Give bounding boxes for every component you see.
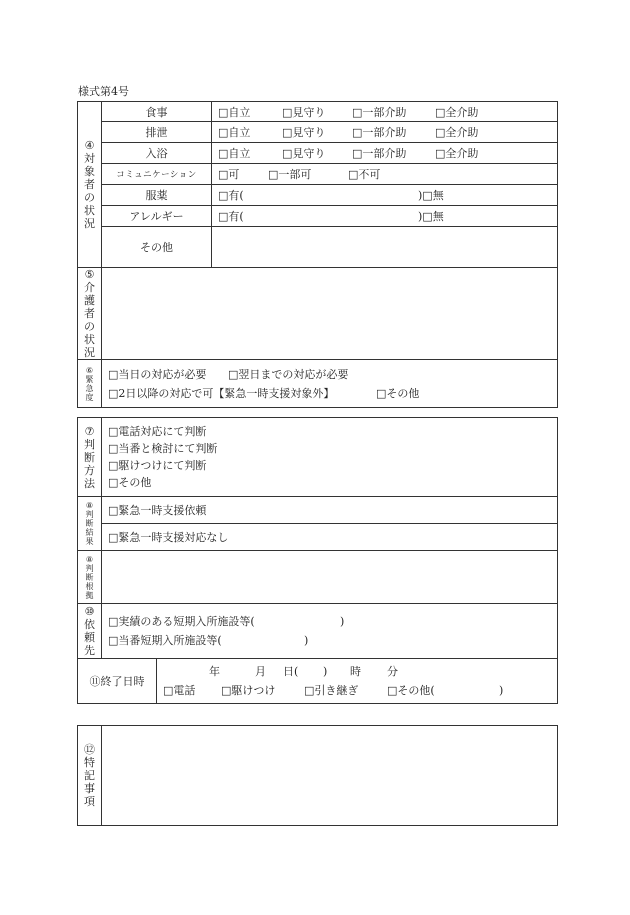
checkbox-method-consult[interactable]: □ 当番と検討にて判断	[102, 440, 557, 457]
subject-status-table	[77, 101, 558, 408]
status-row-bathing	[78, 143, 558, 164]
checkbox-result-none[interactable]: □ 緊急一時支援対応なし	[108, 529, 228, 545]
section-judgment-method: ⑦ 判 断 方 法	[78, 418, 102, 497]
caregiver-status-field[interactable]	[102, 268, 558, 360]
judgment-basis-field[interactable]	[102, 551, 558, 604]
status-row-medication: 服薬 □ 有( )□ 無	[78, 185, 558, 206]
checkbox-method-phone[interactable]: □ 電話対応にて判断	[102, 423, 557, 440]
status-row-communication	[78, 164, 558, 185]
checkbox-urgency-next-day[interactable]: □ 翌日までの対応が必要	[228, 365, 348, 384]
checkbox-communication-ok[interactable]: □ 可	[218, 166, 268, 182]
checkbox-end-other[interactable]: □ その他(	[387, 681, 499, 700]
basis-row	[78, 551, 558, 604]
section-request-destination: ⑩ 依 頼 先	[78, 604, 102, 659]
checkbox-excretion-independent[interactable]: □ 自立	[218, 124, 282, 140]
special-notes-field[interactable]	[102, 726, 558, 826]
row-label-meal: 食事	[102, 102, 212, 122]
end-time-row: ⑪終了日時 年 月 日( ) 時 分 □ 電話□ 駆けつけ□ 引き継ぎ□ その他( )	[78, 659, 558, 704]
request-row: ⑩ 依 頼 先 □ 実績のある短期入所施設等( ) □ 当番短期入所施設等( )	[78, 604, 558, 659]
judgment-table	[77, 417, 558, 704]
checkbox-end-phone[interactable]: □ 電話	[163, 681, 221, 700]
checkbox-excretion-full[interactable]: □ 全介助	[435, 124, 478, 140]
checkbox-medication-yes[interactable]: □ 有(	[218, 187, 418, 203]
checkbox-method-visit[interactable]: □ 駆けつけにて判断	[102, 457, 557, 474]
caregiver-row	[78, 268, 558, 360]
section-subject-status: ④ 対 象 者 の 状 況	[78, 102, 102, 268]
checkbox-end-visit[interactable]: □ 駆けつけ	[221, 681, 304, 700]
row-label-excretion: 排泄	[102, 122, 212, 143]
checkbox-allergy-no[interactable]: □ 無	[422, 208, 443, 224]
section-judgment-basis: ⑧ 判 断 根 拠	[78, 551, 102, 604]
checkbox-meal-independent[interactable]: □ 自立	[218, 104, 282, 120]
row-label-allergy: アレルギー	[102, 206, 212, 227]
urgency-row	[78, 360, 558, 408]
status-row-other	[78, 227, 558, 268]
notes-table	[77, 725, 558, 826]
section-urgency: ⑥ 緊 急 度	[78, 360, 102, 408]
end-time-label: ⑪終了日時	[78, 659, 157, 704]
checkbox-meal-partial[interactable]: □ 一部介助	[352, 104, 435, 120]
method-row	[78, 418, 558, 497]
checkbox-urgency-other[interactable]: □ その他	[376, 384, 419, 403]
section-judgment-result: ⑧ 判 断 結 果	[78, 497, 102, 551]
row-label-other: その他	[102, 227, 212, 268]
other-status-field[interactable]	[212, 227, 558, 268]
checkbox-result-request[interactable]: □ 緊急一時支援依頼	[108, 502, 206, 518]
checkbox-urgency-2days[interactable]: □ 2日以降の対応で可【緊急一時支援対象外】	[108, 384, 376, 403]
checkbox-method-other[interactable]: □ その他	[102, 474, 557, 491]
checkbox-bathing-watch[interactable]: □ 見守り	[282, 145, 352, 161]
checkbox-urgency-today[interactable]: □ 当日の対応が必要	[108, 365, 228, 384]
checkbox-meal-watch[interactable]: □ 見守り	[282, 104, 352, 120]
status-row-allergy: アレルギー □ 有( )□ 無	[78, 206, 558, 227]
section-special-notes: ⑫ 特 記 事 項	[78, 726, 102, 826]
status-row-meal	[78, 102, 558, 122]
checkbox-allergy-yes[interactable]: □ 有(	[218, 208, 418, 224]
form-id: 様式第4号	[78, 85, 129, 98]
notes-row	[78, 726, 558, 826]
checkbox-excretion-partial[interactable]: □ 一部介助	[352, 124, 435, 140]
checkbox-bathing-partial[interactable]: □ 一部介助	[352, 145, 435, 161]
checkbox-end-handover[interactable]: □ 引き継ぎ	[304, 681, 387, 700]
checkbox-excretion-watch[interactable]: □ 見守り	[282, 124, 352, 140]
checkbox-bathing-independent[interactable]: □ 自立	[218, 145, 282, 161]
result-row-request	[78, 497, 558, 524]
row-label-communication: コミュニケーション	[102, 164, 212, 185]
checkbox-communication-no[interactable]: □ 不可	[348, 166, 380, 182]
row-label-medication: 服薬	[102, 185, 212, 206]
checkbox-medication-no[interactable]: □ 無	[422, 187, 443, 203]
status-row-excretion	[78, 122, 558, 143]
checkbox-request-on-duty[interactable]: □ 当番短期入所施設等(	[108, 631, 304, 650]
checkbox-communication-partial[interactable]: □ 一部可	[268, 166, 348, 182]
section-caregiver-status: ⑤ 介 護 者 の 状 況	[78, 268, 102, 360]
row-label-bathing: 入浴	[102, 143, 212, 164]
checkbox-request-track-record[interactable]: □ 実績のある短期入所施設等(	[108, 612, 340, 631]
checkbox-meal-full[interactable]: □ 全介助	[435, 104, 478, 120]
checkbox-bathing-full[interactable]: □ 全介助	[435, 145, 478, 161]
result-row-none	[78, 524, 558, 551]
